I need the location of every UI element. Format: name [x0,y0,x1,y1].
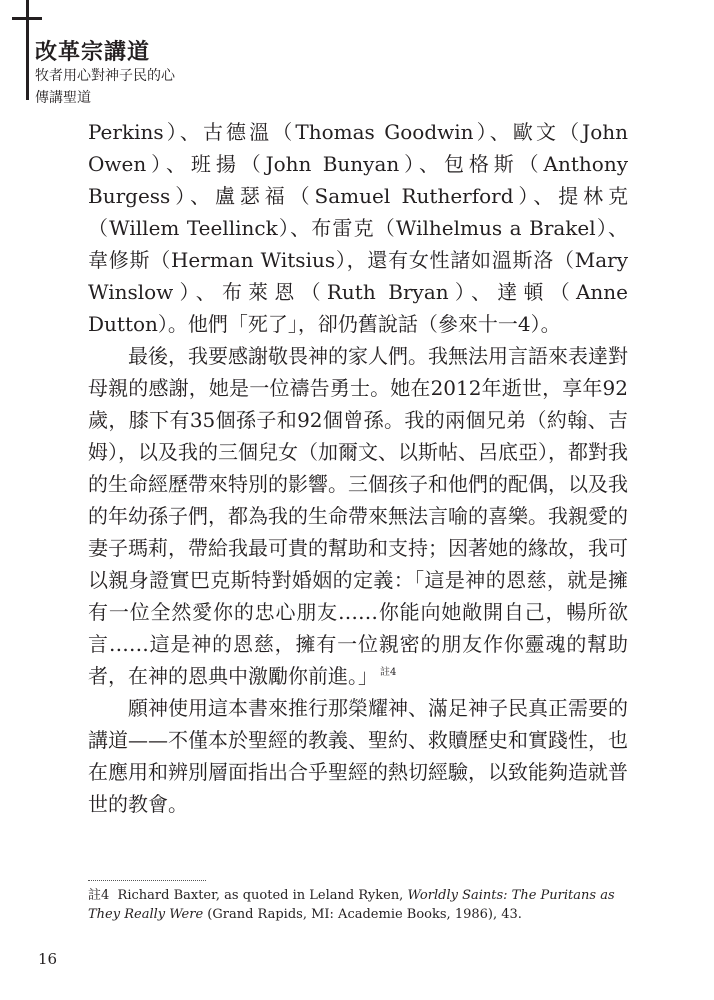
footnote-book-title: Worldly Saints: The Puritans as They Really Were [88,888,615,922]
running-head-subtitle [35,65,175,109]
footnote-label: 註4 [88,888,110,903]
footnote-separator [88,880,206,881]
footnote-text-before: Richard Baxter, as quoted in Leland Ryken, [117,888,408,903]
running-head-subtitle-line1: 牧者用心對神子民的心 [35,68,175,84]
cross-ornament-vertical [26,0,29,100]
footnote [88,886,628,924]
cross-ornament-horizontal [12,17,42,20]
body-text [88,116,628,820]
running-head-subtitle-line2: 傳講聖道 [35,90,91,106]
paragraph-continued: Perkins）、古德溫（Thomas Goodwin）、歐文（John Owen）、班揚（John Bunyan）、包格斯（Anthony Burgess）、盧瑟福（Samuel Rutherford）、提林克（Willem Teellinck）、布雷克（Wilhelmus a Brakel）、韋修斯（Herman Witsius），還有女性諸如溫斯洛（Mary Winslow）、布萊恩（Ruth Bryan）、達頓（Anne Dutton）。他們「死了」，卻仍舊說話（參來十一4）。 [88,120,628,336]
footnote-reference: 註4 [380,667,397,679]
paragraph-thanks [88,340,628,692]
running-head-title: 改革宗講道 [35,40,151,65]
paragraph-closing: 願神使用這本書來推行那榮耀神、滿足神子民真正需要的講道——不僅本於聖經的教義、聖約、救贖歷史和實踐性，也在應用和辨別層面指出合乎聖經的熱切經驗，以致能夠造就普世的教會。 [88,696,628,816]
paragraph-thanks-text: 最後，我要感謝敬畏神的家人們。我無法用言語來表達對母親的感謝，她是一位禱告勇士。她在2012年逝世，享年92歲，膝下有35個孫子和92個曾孫。我的兩個兄弟（約翰、吉姆），以及我的三個兒女（加爾文、以斯帖、呂底亞），都對我的生命經歷帶來特別的影響。三個孩子和他們的配偶，以及我的年幼孫子們，都為我的生命帶來無法言喻的喜樂。我親愛的妻子瑪莉，帶給我最可貴的幫助和支持；因著她的緣故，我可以親身證實巴克斯特對婚姻的定義：「這是神的恩慈，就是擁有一位全然愛你的忠心朋友……你能向她敞開自己，暢所欲言……這是神的恩慈，擁有一位親密的朋友作你靈魂的幫助者，在神的恩典中激勵你前進。」 [88,344,628,688]
page-number: 16 [38,950,58,968]
footnote-text-after: (Grand Rapids, MI: Academie Books, 1986), 43. [203,907,522,922]
